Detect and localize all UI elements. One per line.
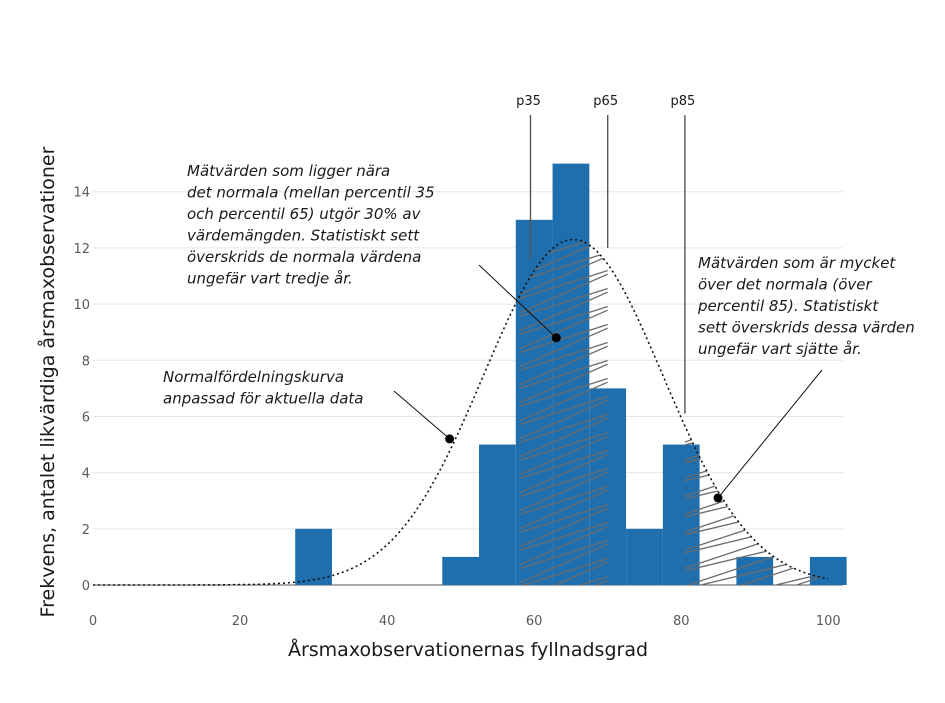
- x-tick-label: 60: [525, 614, 543, 629]
- x-tick-label: 80: [672, 614, 690, 629]
- histogram-bar: [442, 557, 479, 585]
- annotation-line: över det normala (över: [698, 275, 872, 294]
- y-tick-label: 10: [73, 298, 90, 314]
- histogram-bar: [589, 388, 626, 585]
- histogram-bar: [810, 557, 847, 585]
- annotation-line: och percentil 65) utgör 30% av: [187, 205, 421, 223]
- annotation-point: [445, 434, 454, 443]
- annotation-point: [552, 333, 561, 342]
- annotation-leader-line: [394, 391, 450, 439]
- annotation-point: [714, 493, 723, 502]
- y-tick-label: 2: [81, 522, 90, 538]
- x-tick-label: 20: [231, 614, 249, 629]
- x-axis-title: Årsmaxobservationernas fyllnadsgrad: [287, 639, 649, 661]
- y-tick-label: 6: [81, 410, 90, 426]
- curve-note: [163, 368, 364, 408]
- annotation-leader-line: [718, 370, 822, 498]
- annotation-line: sett överskrids dessa värden: [698, 318, 915, 337]
- annotation-line: percentil 85). Statistiskt: [698, 297, 879, 315]
- y-tick-label: 14: [73, 185, 90, 201]
- annotation-line: Mätvärden som ligger nära: [187, 162, 391, 180]
- middle-range-note: [187, 162, 435, 288]
- y-axis-title: Frekvens, antalet likvärdiga årsmaxobservationer: [37, 146, 59, 618]
- annotation-line: ungefär vart tredje år.: [187, 269, 353, 288]
- x-tick-label: 0: [88, 614, 98, 629]
- x-tick-label: 100: [815, 614, 841, 629]
- upper-range-note: [697, 254, 915, 358]
- histogram-bar: [295, 529, 332, 585]
- annotation-line: Mätvärden som är mycket: [698, 254, 896, 272]
- annotation-line: värdemängden. Statistiskt sett: [187, 226, 420, 245]
- y-tick-label: 12: [73, 241, 90, 257]
- y-tick-label: 4: [81, 466, 90, 482]
- histogram-bar: [626, 529, 663, 585]
- percentile-label: p35: [516, 94, 541, 109]
- annotation-line: Normalfördelningskurva: [163, 368, 345, 386]
- percentile-label: p65: [593, 94, 619, 109]
- histogram-bar: [479, 445, 516, 585]
- y-tick-label: 0: [81, 579, 90, 594]
- x-tick-label: 40: [378, 614, 396, 629]
- annotation-line: anpassad för aktuella data: [163, 389, 364, 408]
- y-tick-label: 8: [81, 354, 90, 370]
- annotation-line: ungefär vart sjätte år.: [698, 340, 862, 358]
- percentile-label: p85: [670, 94, 696, 109]
- annotation-line: överskrids de normala värdena: [187, 248, 422, 266]
- annotation-line: det normala (mellan percentil 35: [187, 183, 435, 202]
